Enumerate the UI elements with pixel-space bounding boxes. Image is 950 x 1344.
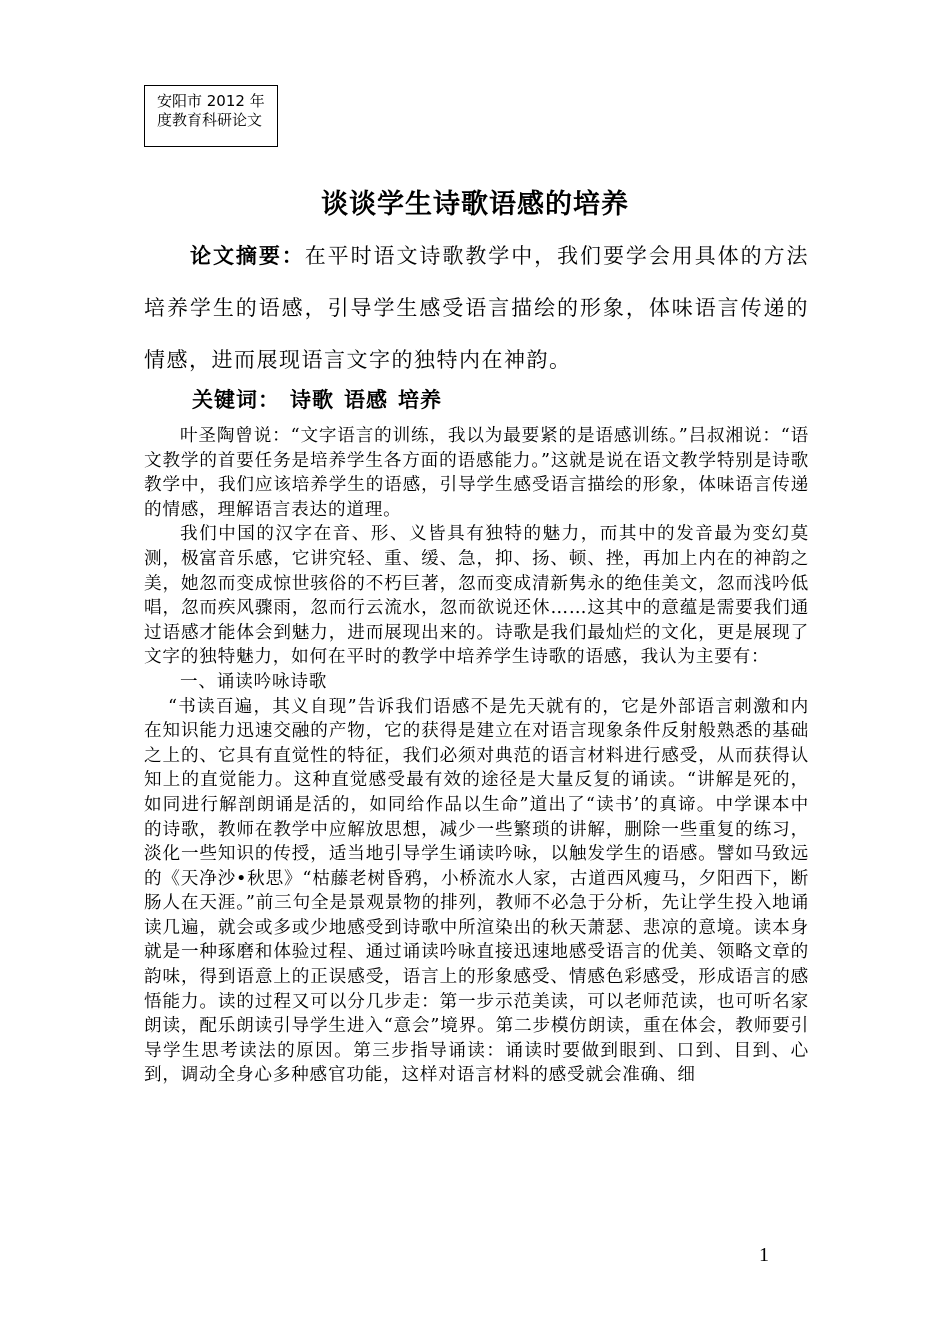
keywords-label: 关键词： (192, 388, 280, 412)
header-box-line1: 安阳市 2012 年 (157, 92, 265, 110)
header-box (144, 85, 278, 147)
keywords (192, 384, 442, 414)
page-number: 1 (759, 1244, 769, 1266)
abstract-label: 论文摘要： (190, 244, 305, 268)
header-box-line2: 度教育科研论文 (157, 111, 263, 129)
abstract-text: 在平时语文诗歌教学中，我们要学会用具体的方法培养学生的语感，引导学生感受语言描绘的形象，体味语言传递的情感，进而展现语言文字的独特内在神韵。 (144, 244, 810, 372)
keyword-item: 培养 (398, 388, 442, 412)
document-title: 谈谈学生诗歌语感的培养 (321, 189, 629, 220)
keyword-item: 语感 (344, 388, 388, 412)
paragraph: 我们中国的汉字在音、形、义皆具有独特的魅力，而其中的发音最为变幻莫测，极富音乐感，它讲究轻、重、缓、急，抑、扬、顿、挫，再加上内在的神韵之美，她忽而变成惊世骇俗的不朽巨著，忽而变成清新隽永的绝佳美文，忽而浅吟低唱，忽而疾风骤雨，忽而行云流水，忽而欲说还休……这其中的意蕴是需要我们通过语感才能体会到魅力，进而展现出来的。诗歌是我们最灿烂的文化，更是展现了文字的独特魅力，如何在平时的教学中培养学生诗歌的语感，我认为主要有： (144, 524, 809, 668)
body-text (144, 424, 809, 1088)
abstract (144, 230, 809, 386)
paragraph: “书读百遍，其义自现”告诉我们语感不是先天就有的，它是外部语言刺激和内在知识能力迅速交融的产物，它的获得是建立在对语言现象条件反射般熟悉的基础之上的、它具有直觉性的特征，我们必须对典范的语言材料进行感受，从而获得认知上的直觉能力。这种直觉感受最有效的途径是大量反复的诵读。“讲解是死的，如同进行解剖朗诵是活的，如同给作品以生命”道出了“读书’的真谛。中学课本中的诗歌，教师在教学中应解放思想，减少一些繁琐的讲解，删除一些重复的练习，淡化一些知识的传授，适当地引导学生诵读吟咏，以触发学生的语感。譬如马致远的《天净沙•秋思》“枯藤老树昏鸦，小桥流水人家，古道西风瘦马，夕阳西下，断肠人在天涯。”前三句全是景观景物的排列，教师不必急于分析，先让学生投入地诵读几遍，就会或多或少地感受到诗歌中所渲染出的秋天萧瑟、悲凉的意境。读本身就是一种琢磨和体验过程、通过诵读吟咏直接迅速地感受语言的优美、领略文章的韵味，得到语意上的正误感受，语言上的形象感受、情感色彩感受，形成语言的感悟能力。读的过程又可以分几步走：第一步示范美读，可以老师范读，也可听名家朗读，配乐朗读引导学生进入“意会”境界。第二步模仿朗读，重在体会，教师要引导学生思考读法的原因。第三步指导诵读：诵读时要做到眼到、口到、目到、心到，调动全身心多种感官功能，这样对语言材料的感受就会准确、细 (144, 696, 809, 1086)
section-heading: 一、诵读吟咏诗歌 (180, 671, 328, 692)
paragraph: 叶圣陶曾说：“文字语言的训练，我以为最要紧的是语感训练。”吕叔湘说：“语文教学的首要任务是培养学生各方面的语感能力。”这就是说在语文教学特别是诗歌教学中，我们应该培养学生的语感，引导学生感受语言描绘的形象，体味语言传递的情感，理解语言表达的道理。 (144, 426, 809, 520)
keyword-item: 诗歌 (290, 388, 334, 412)
